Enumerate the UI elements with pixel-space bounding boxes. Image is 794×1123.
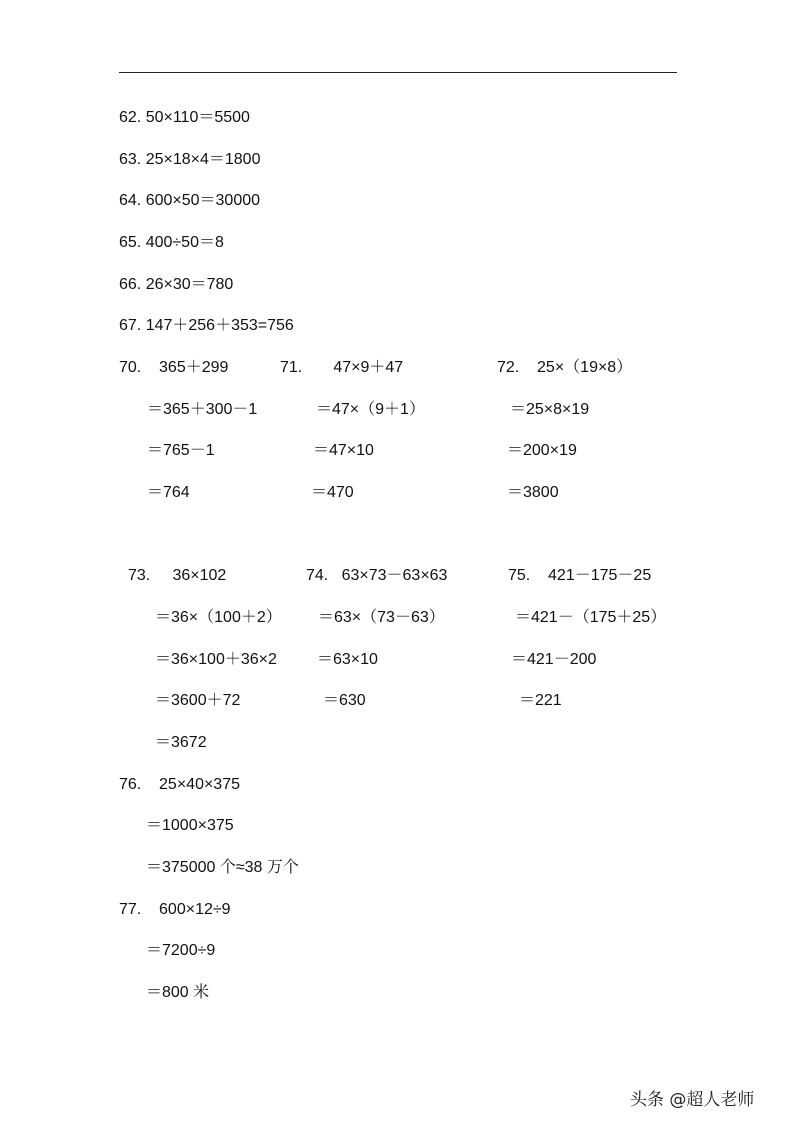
problem-76-step: ＝375000 个≈38 万个 — [146, 859, 299, 876]
problem-72-step: ＝3800 — [507, 484, 559, 501]
problem-72-step: ＝200×19 — [507, 442, 577, 459]
problem-67: 67. 147＋256＋353=756 — [119, 317, 294, 334]
problem-72-head: 72. 25×（19×8） — [497, 359, 633, 376]
problem-71-step: ＝470 — [311, 484, 354, 501]
problem-71-step: ＝47×10 — [313, 442, 374, 459]
problem-70-step: ＝365＋300－1 — [147, 401, 258, 418]
problem-74-head: 74. 63×73－63×63 — [306, 567, 448, 584]
problem-72-step: ＝25×8×19 — [510, 401, 590, 418]
problem-73-step: ＝36×100＋36×2 — [155, 651, 277, 668]
problem-73-step: ＝3672 — [155, 734, 207, 751]
header-rule — [119, 72, 677, 73]
problem-73-step: ＝36×（100＋2） — [155, 609, 282, 626]
problem-77-step: ＝7200÷9 — [146, 942, 216, 959]
problem-76-head: 76. 25×40×375 — [119, 776, 240, 793]
problem-75-step: ＝421－（175＋25） — [515, 609, 667, 626]
problem-63: 63. 25×18×4＝1800 — [119, 151, 261, 168]
problem-75-step: ＝221 — [519, 692, 562, 709]
problem-74-step: ＝63×（73－63） — [318, 609, 445, 626]
problem-65: 65. 400÷50＝8 — [119, 234, 224, 251]
problem-75-head: 75. 421－175－25 — [508, 567, 652, 584]
problem-73-step: ＝3600＋72 — [155, 692, 241, 709]
problem-77-step: ＝800 米 — [146, 984, 210, 1001]
problem-71-head: 71. 47×9＋47 — [280, 359, 404, 376]
problem-70-step: ＝764 — [147, 484, 190, 501]
problem-77-head: 77. 600×12÷9 — [119, 901, 231, 918]
watermark: 头条 @超人老师 — [630, 1090, 755, 1110]
problem-71-step: ＝47×（9＋1） — [316, 401, 425, 418]
problem-73-head: 73. 36×102 — [128, 567, 227, 584]
problem-75-step: ＝421－200 — [511, 651, 597, 668]
problem-70-step: ＝765－1 — [147, 442, 215, 459]
problem-66: 66. 26×30＝780 — [119, 276, 234, 293]
problem-74-step: ＝630 — [323, 692, 366, 709]
problem-70-head: 70. 365＋299 — [119, 359, 229, 376]
problem-62: 62. 50×110＝5500 — [119, 109, 250, 126]
problem-76-step: ＝1000×375 — [146, 817, 234, 834]
problem-64: 64. 600×50＝30000 — [119, 192, 261, 209]
problem-74-step: ＝63×10 — [317, 651, 378, 668]
